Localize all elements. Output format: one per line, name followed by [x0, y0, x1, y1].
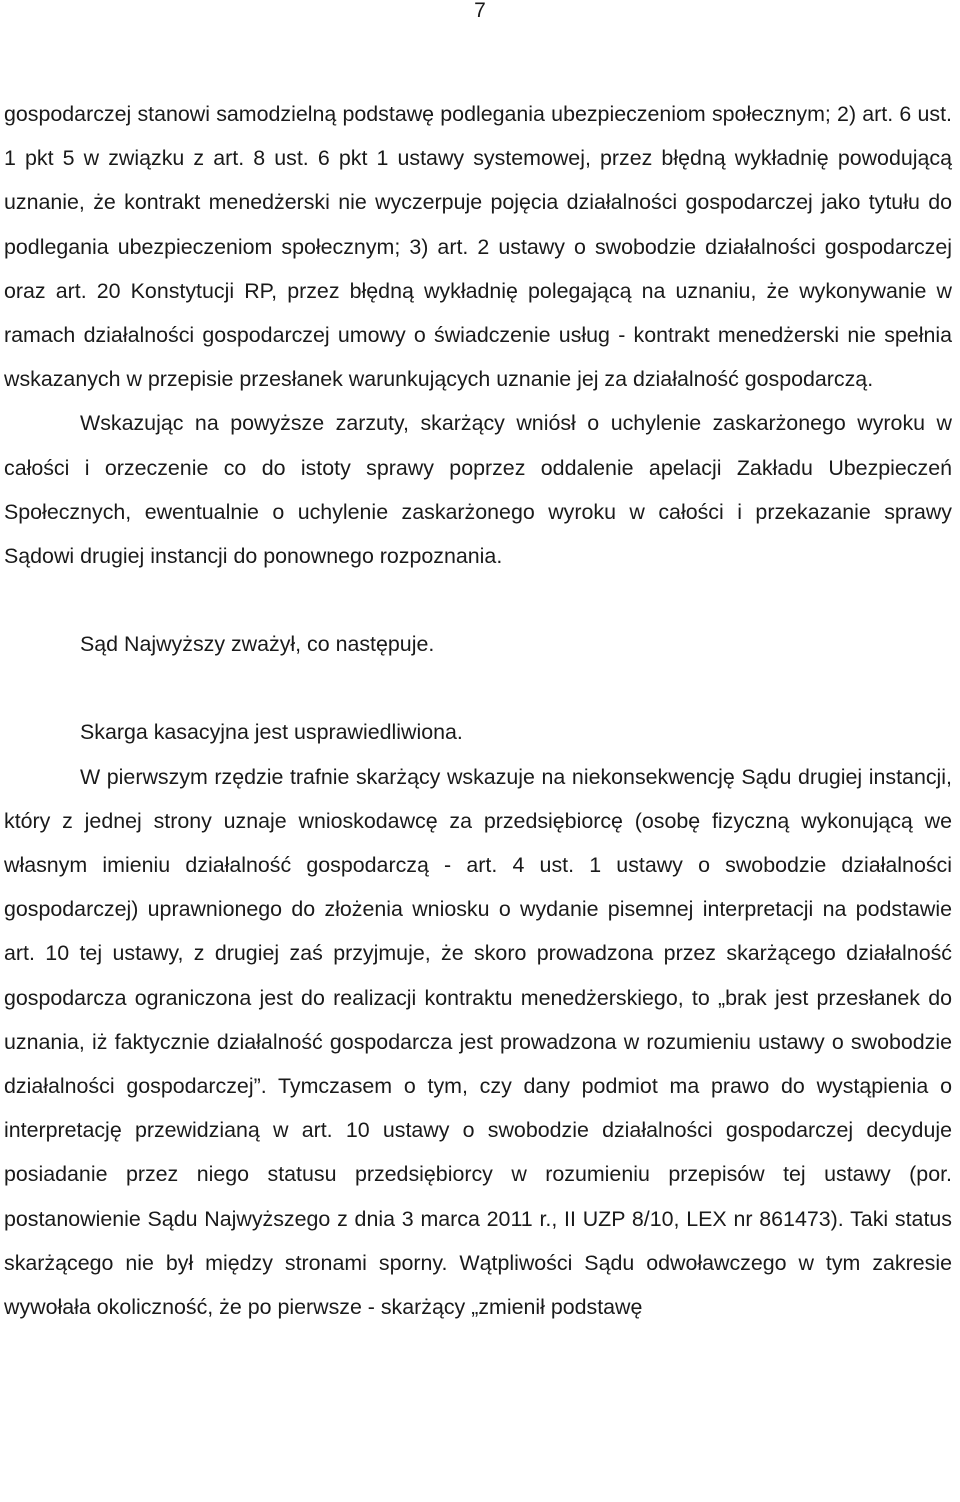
paragraph-complaint-justified: Skarga kasacyjna jest usprawiedliwiona.: [80, 720, 463, 745]
paragraph-court-considered: Sąd Najwyższy zważył, co następuje.: [80, 632, 435, 657]
document-body: [4, 92, 952, 1329]
paragraph-reasoning: W pierwszym rzędzie trafnie skarżący wskazuje na niekonsekwencję Sądu drugiej instancji, który z jednej strony uznaje wnioskodawcę za przedsiębiorcę (osobę fizyczną wykonującą we własnym imieniu działalność gospodarczą - art. 4 ust. 1 ustawy o swobodzie działalności gospodarczej) uprawnionego do złożenia wniosku o wydanie pisemnej interpretacji na podstawie art. 10 tej ustawy, z drugiej zaś przyjmuje, że skoro prowadzona przez skarżącego działalność gospodarcza ograniczona jest do realizacji kontraktu menedżerskiego, to „brak jest przesłanek do uznania, iż faktycznie działalność gospodarcza jest prowadzona w rozumieniu ustawy o swobodzie działalności gospodarczej”. Tymczasem o tym, czy dany podmiot ma prawo do wystąpienia o interpretację przewidzianą w art. 10 ustawy o swobodzie działalności gospodarczej decyduje posiadanie przez niego statusu przedsiębiorcy w rozumieniu przepisów tej ustawy (por. postanowienie Sądu Najwyższego z dnia 3 marca 2011 r., II UZP 8/10, LEX nr 861473). Taki status skarżącego nie był między stronami sporny. Wątpliwości Sądu odwoławczego w tym zakresie wywołała okoliczność, że po pierwsze - skarżący „zmienił podstawę: [4, 764, 952, 1320]
paragraph-allegations: gospodarczej stanowi samodzielną podstawę podlegania ubezpieczeniom społecznym; 2) art. 6 ust. 1 pkt 5 w związku z art. 8 ust. 6 pkt 1 ustawy systemowej, przez błędną wykładnię powodującą uznanie, że kontrakt menedżerski nie wyczerpuje pojęcia działalności gospodarczej jako tytułu do podlegania ubezpieczeniom społecznym; 3) art. 2 ustawy o swobodzie działalności gospodarczej oraz art. 20 Konstytucji RP, przez błędną wykładnię polegającą na uznaniu, że wykonywanie w ramach działalności gospodarczej umowy o świadczenie usług - kontrakt menedżerski nie spełnia wskazanych w przepisie przesłanek warunkujących uznanie jej za działalność gospodarczą.: [4, 102, 952, 392]
paragraph-motion: Wskazując na powyższe zarzuty, skarżący wniósł o uchylenie zaskarżonego wyroku w całości i orzeczenie co do istoty sprawy poprzez oddalenie apelacji Zakładu Ubezpieczeń Społecznych, ewentualnie o uchylenie zaskarżonego wyroku w całości i przekazanie sprawy Sądowi drugiej instancji do ponownego rozpoznania.: [4, 411, 952, 569]
page-number: 7: [474, 0, 486, 22]
